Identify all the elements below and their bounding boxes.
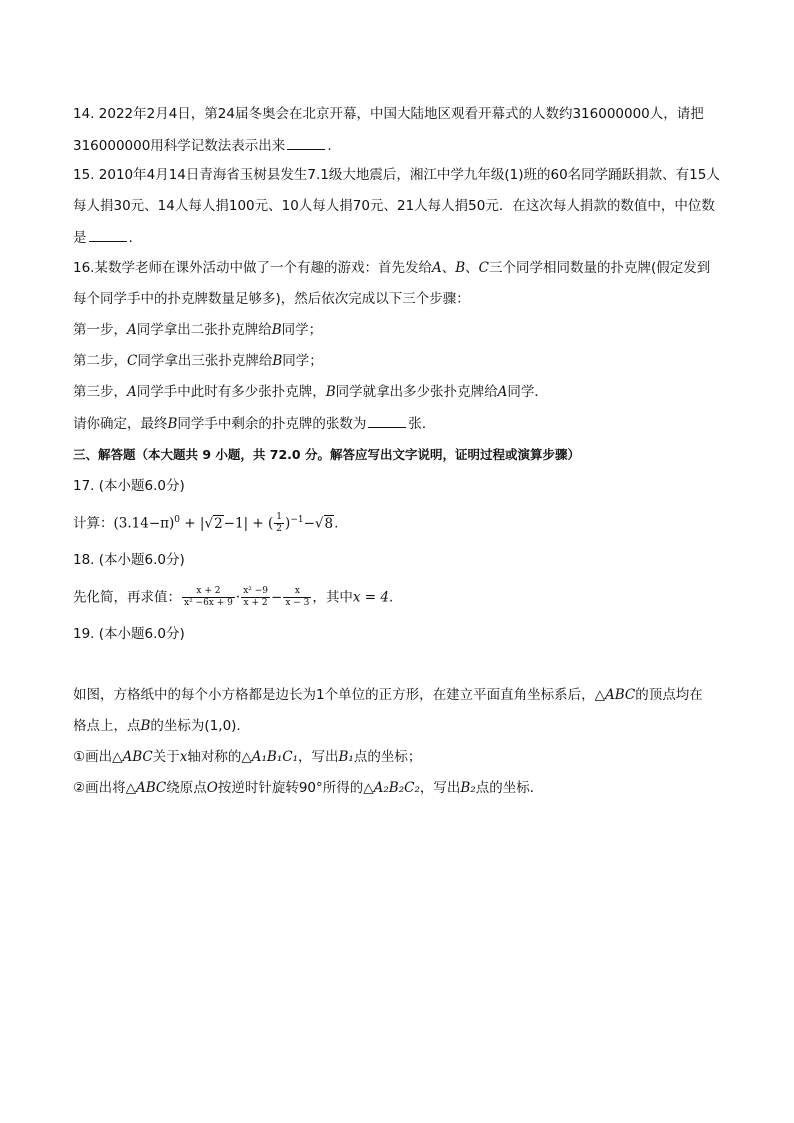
q19-p1-abc: ABC xyxy=(604,687,636,703)
q18-label: 先化简，再求值： xyxy=(73,589,181,606)
q19-p1-end: 的顶点均在 xyxy=(635,687,703,703)
q14-end: . xyxy=(327,138,332,154)
q17-half xyxy=(274,512,284,535)
q16-var-c: C xyxy=(478,260,489,276)
q19-i2-b2: B₂ xyxy=(460,780,476,796)
q18-frac2 xyxy=(241,586,270,609)
q19-item2 xyxy=(73,778,543,798)
q18-frac3-num: x xyxy=(283,586,311,598)
q16-ask-text2: 同学手中剩余的扑克牌的张数为 xyxy=(177,416,367,432)
q16-step3-var-b: B xyxy=(325,384,336,400)
q16-step2-var-b: B xyxy=(272,353,283,369)
q16-step2 xyxy=(73,351,323,371)
q14-line2 xyxy=(73,135,332,156)
q14-text-2: 316000000用科学记数法表示出来 xyxy=(73,138,286,154)
q17-expr-d: ) xyxy=(285,515,291,532)
q16-step3-label: 第三步， xyxy=(73,384,127,400)
q18-frac3-den: x − 3 xyxy=(285,598,310,608)
q16-step1-label: 第一步， xyxy=(73,322,127,338)
section-3-title-text: 三、解答题（本大题共 9 小题，共 72.0 分。解答应写出文字说明，证明过程或演算步骤） xyxy=(73,447,580,462)
q18-frac1-num: x + 2 xyxy=(182,586,235,598)
q15-answer-blank[interactable] xyxy=(89,227,127,242)
q18-frac2-den: x + 2 xyxy=(243,598,268,608)
q16-step2-var-c: C xyxy=(127,353,138,369)
q19-i1-text-d: ，写出 xyxy=(298,749,339,765)
q15-text-3: 是 xyxy=(73,230,87,246)
q18-condition: x = 4 xyxy=(352,589,389,606)
q16-step1 xyxy=(73,320,322,340)
q19-i1-text-c: 轴对称的△ xyxy=(187,749,252,765)
q17-sqrt2-rad: 2 xyxy=(214,515,223,532)
q19-i1-tri: A₁B₁C₁ xyxy=(251,749,299,765)
q19-p2-end: 的坐标为(1,0). xyxy=(150,718,241,734)
q18-frac1 xyxy=(182,586,235,609)
q19-p1-text: 如图，方格纸中的每个小方格都是边长为1个单位的正方形，在建立平面直角坐标系后，△ xyxy=(73,687,605,703)
q16-step1-var-b: B xyxy=(271,322,282,338)
q16-step3-end: 同学． xyxy=(507,384,548,400)
q15-end: . xyxy=(128,230,133,246)
q18-tail: ，其中 xyxy=(312,589,353,606)
q19-i2-text-c: 按逆时针旋转90°所得的△ xyxy=(217,780,374,796)
q18-frac3 xyxy=(283,586,311,609)
q16-step2-end: 同学； xyxy=(282,353,323,369)
q16-step1-end: 同学； xyxy=(281,322,323,338)
q19-i1-text-b: 关于 xyxy=(152,749,180,765)
q19-i2-text-d: ，写出 xyxy=(419,780,461,796)
q16-var-a: A xyxy=(431,260,442,276)
q15-line2 xyxy=(73,196,715,216)
q16-line2 xyxy=(73,289,470,309)
q19-i1-abc: ABC xyxy=(122,749,153,765)
q17-exp0: 0 xyxy=(174,515,181,525)
q19-para1 xyxy=(73,685,703,705)
q16-step3 xyxy=(73,382,548,402)
q16-step2-text: 同学拿出三张扑克牌给 xyxy=(137,353,273,369)
q19-i1-text-e: 点的坐标； xyxy=(353,749,422,765)
q15-text-2: 每人捐30元、14人每人捐100元、10人每人捐70元、21人每人捐50元．在这次每人捐款的数值中，中位数 xyxy=(73,198,715,214)
q16-step1-text: 同学拿出二张扑克牌给 xyxy=(136,322,272,338)
q16-var-b: B xyxy=(455,260,466,276)
q19-i2-tri: A₂B₂C₂ xyxy=(373,780,420,796)
q15-text-1: 15. 2010年4月14日青海省玉树县发生7.1级大地震后，湘江中学九年级(1)班的60名同学踊跃捐款、有15人 xyxy=(73,167,720,183)
q14-text-1: 14. 2022年2月4日，第24届冬奥会在北京开幕，中国大陆地区观看开幕式的人数约316000000人，请把 xyxy=(73,106,704,122)
q17-expr-a: (3.14−π) xyxy=(113,515,175,532)
q18-frac2-num: x² −9 xyxy=(243,586,268,596)
q16-ask-var-b: B xyxy=(167,416,178,432)
q17-expneg: −1 xyxy=(290,515,304,525)
q16-step3-text: 同学手中此时有多少张扑克牌， xyxy=(136,384,326,400)
q18-dot: · xyxy=(235,589,241,606)
q16-sep2: 、 xyxy=(465,260,479,276)
q17-expression xyxy=(73,510,338,535)
q19-i1-b1: B₁ xyxy=(338,749,354,765)
q19-i2-abc: ABC xyxy=(136,780,167,796)
q18-frac1-den: x² −6x + 9 xyxy=(184,598,233,608)
q16-text-2: 每个同学手中的扑克牌数量足够多)，然后依次完成以下三个步骤： xyxy=(73,291,470,307)
q16-answer-blank[interactable] xyxy=(368,413,406,428)
q16-step3-var-a2: A xyxy=(497,384,508,400)
section-3-title xyxy=(73,445,580,465)
q19-para2 xyxy=(73,716,241,736)
q15-line1 xyxy=(73,165,720,185)
q14-answer-blank[interactable] xyxy=(287,135,325,150)
q16-ask-end: 张． xyxy=(408,416,436,432)
q19-i2-text-a: ②画出将△ xyxy=(73,780,136,796)
q19-i1-x: x xyxy=(179,749,188,765)
q17-sqrt8-rad: 8 xyxy=(324,515,334,532)
q17-label: 计算： xyxy=(73,515,114,532)
q19-i2-o: O xyxy=(206,780,218,796)
q18-minus: − xyxy=(271,589,283,606)
q16-text-1b: 三个同学相同数量的扑克牌(假定发到 xyxy=(488,260,711,276)
q19-head xyxy=(73,624,185,644)
q19-head-text: 19. (本小题6.0分) xyxy=(73,626,185,642)
q15-line3 xyxy=(73,227,133,248)
q18-head xyxy=(73,550,185,570)
q19-i2-text-b: 绕原点 xyxy=(166,780,207,796)
q19-item1 xyxy=(73,747,421,767)
q18-end: . xyxy=(389,589,394,606)
q17-sqrt2: √2 xyxy=(204,515,223,532)
q17-half-num: 1 xyxy=(276,512,283,522)
q17-end: . xyxy=(334,515,339,532)
q16-step3-var-a: A xyxy=(127,384,137,400)
q16-step2-label: 第二步， xyxy=(73,353,127,369)
q17-expr-c: −1| + ( xyxy=(223,515,274,532)
q16-sep1: 、 xyxy=(441,260,456,276)
q16-text-1a: 16.某数学老师在课外活动中做了一个有趣的游戏：首先发给 xyxy=(73,260,432,276)
q14-line1 xyxy=(73,104,704,124)
q16-ask xyxy=(73,413,435,434)
q19-i1-text-a: ①画出△ xyxy=(73,749,123,765)
q17-half-den: 2 xyxy=(276,524,283,534)
q19-i2-text-e: 点的坐标． xyxy=(475,780,544,796)
q17-head-text: 17. (本小题6.0分) xyxy=(73,478,185,494)
q19-p2-b: B xyxy=(140,718,151,734)
q18-head-text: 18. (本小题6.0分) xyxy=(73,552,185,568)
q19-p2-text: 格点上，点 xyxy=(73,718,141,734)
q18-expression xyxy=(73,586,393,609)
q16-ask-text: 请你确定，最终 xyxy=(73,416,168,432)
q17-expr-b: + | xyxy=(180,515,205,532)
q17-sqrt8: √8 xyxy=(314,515,334,532)
q16-line1 xyxy=(73,258,710,278)
q16-step1-var-a: A xyxy=(127,322,137,338)
q17-head xyxy=(73,476,185,496)
q16-step3-text2: 同学就拿出多少张扑克牌给 xyxy=(335,384,498,400)
q17-expr-e: − xyxy=(303,515,315,532)
